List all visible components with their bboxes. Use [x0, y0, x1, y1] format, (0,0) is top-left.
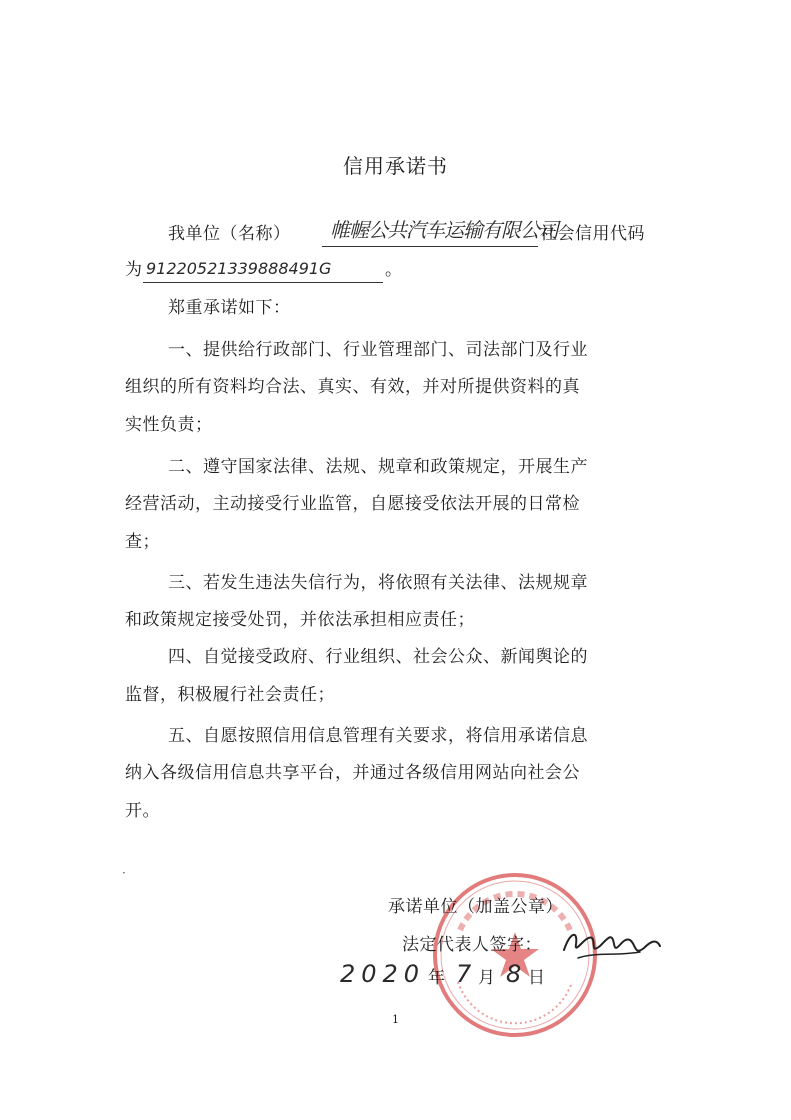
- date-year: 2020: [340, 960, 426, 988]
- pledge-item-1-line-3: 实性负责；: [125, 415, 213, 435]
- date-day: 8: [506, 960, 522, 988]
- representative-signature-icon: [556, 922, 666, 966]
- date-year-label: 年: [428, 968, 446, 988]
- pledge-item-1-line-2: 组织的所有资料均合法、真实、有效，并对所提供资料的真: [125, 377, 580, 397]
- date-day-label: 日: [528, 968, 546, 988]
- pledge-item-5-line-3: 开。: [125, 801, 160, 821]
- pledge-item-2-line-2: 经营活动，主动接受行业监管，自愿接受依法开展的日常检: [125, 494, 580, 514]
- credit-code-handwritten: 91220521339888491G: [146, 259, 332, 278]
- date-month: 7: [456, 960, 472, 988]
- credit-code-underline: [143, 282, 383, 283]
- code-prefix: 为: [125, 260, 143, 280]
- page-number: 1: [392, 1013, 399, 1026]
- code-suffix: 。: [385, 260, 403, 280]
- unit-intro-suffix: 社会信用代码: [540, 224, 645, 244]
- unit-name-underline: [322, 246, 538, 247]
- document-title: 信用承诺书: [343, 154, 448, 178]
- unit-name-handwritten: 帷幄公共汽车运输有限公司: [330, 218, 558, 242]
- pledge-item-4-line-2: 监督，积极履行社会责任；: [125, 685, 335, 705]
- scan-speck: ·: [122, 866, 126, 880]
- pledge-item-2-line-1: 二、遵守国家法律、法规、规章和政策规定，开展生产: [168, 457, 588, 477]
- pledge-item-2-line-3: 查；: [125, 532, 160, 552]
- date-month-label: 月: [478, 968, 496, 988]
- pledge-intro: 郑重承诺如下：: [168, 298, 291, 318]
- sign-rep-label: 法定代表人签字：: [402, 935, 542, 955]
- sign-unit-label: 承诺单位（加盖公章）: [388, 897, 563, 917]
- pledge-item-3-line-2: 和政策规定接受处罚，并依法承担相应责任；: [125, 610, 475, 630]
- pledge-item-5-line-2: 纳入各级信用信息共享平台，并通过各级信用网站向社会公: [125, 763, 580, 783]
- pledge-item-4-line-1: 四、自觉接受政府、行业组织、社会公众、新闻舆论的: [168, 647, 588, 667]
- pledge-item-3-line-1: 三、若发生违法失信行为，将依照有关法律、法规规章: [168, 573, 588, 593]
- unit-intro-prefix: 我单位（名称）: [168, 224, 291, 244]
- pledge-item-5-line-1: 五、自愿按照信用信息管理有关要求，将信用承诺信息: [168, 726, 588, 746]
- pledge-item-1-line-1: 一、提供给行政部门、行业管理部门、司法部门及行业: [168, 340, 588, 360]
